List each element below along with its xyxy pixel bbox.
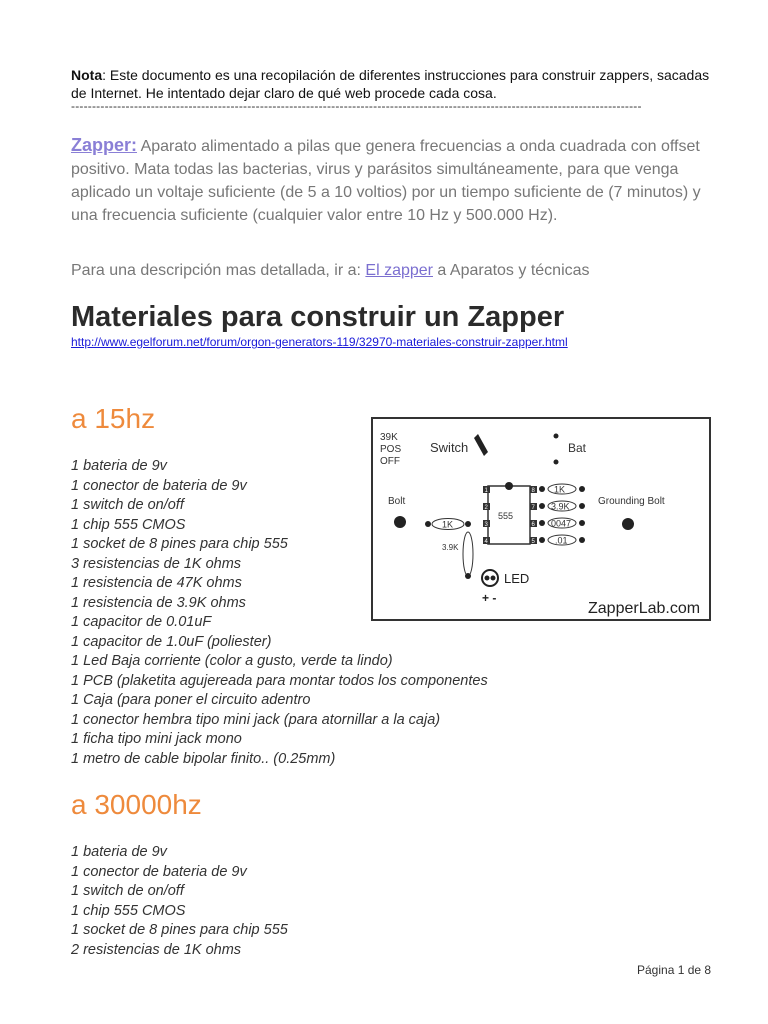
label-pos: POS [380,444,402,455]
led-icon [482,570,498,586]
list-item: 1 conector hembra tipo mini jack (para atornillar a la caja) [71,711,441,728]
list-item: 1 Caja (para poner el circuito adentro [71,692,311,708]
svg-text:.01: .01 [555,535,568,546]
label-bolt: Bolt [388,496,406,507]
list-item: 1 conector de bateria de 9v [71,863,247,880]
list-item: 1 switch de on/off [71,497,184,513]
page-number: Página 1 de 8 [637,963,712,977]
list-item: 3 resistencias de 1K ohms [71,555,242,572]
label-off: OFF [380,456,400,467]
note-label: Nota [71,67,103,83]
brand-label: ZapperLab.com [588,600,701,617]
el-zapper-link[interactable]: El zapper [365,262,433,279]
list-item: 1 resistencia de 47K ohms [71,575,242,591]
intro-text: Aparato alimentado a pilas que genera frecuencias a onda cuadrada con offset positivo. Mata todas las bacterias, virus y parásitos simultáneamente, para que venga aplicado un voltaje suficiente (de 5 a 10 voltios) por un tiempo suficiente de (7 minutos) y una frecuencia suficiente (cualquier valor entre 10 Hz y 500.000 Hz). [71,138,701,224]
svg-text:8: 8 [531,488,535,494]
svg-text:6: 6 [531,522,535,528]
list-item: 1 bateria de 9v [71,844,167,860]
list-item: 1 socket de 8 pines para chip 555 [71,922,288,938]
separator-line: ---------------------------------------------------------------------------------------------------------------------------------------- [71,99,642,113]
label-polarity: + - [482,591,497,605]
svg-text:7: 7 [531,505,535,511]
list-item: 1 capacitor de 1.0uF (poliester) [71,633,272,650]
description-prefix: Para una descripción mas detallada, ir a: [71,262,366,279]
svg-text:3.9K: 3.9K [442,543,459,552]
svg-text:2: 2 [484,505,488,511]
list-item: 1 metro de cable bipolar finito.. (0.25mm) [71,750,336,767]
list-item: 1 chip 555 CMOS [71,902,186,919]
list-item: 1 chip 555 CMOS [71,516,186,533]
materials-list-30000hz [71,843,288,960]
list-item: 1 switch de on/off [71,883,184,899]
zapper-term: Zapper: [71,135,138,155]
label-grounding-bolt: Grounding Bolt [598,496,665,507]
note-text: : Este documento es una recopilación de diferentes instrucciones para construir zappers, sacadas de Internet. He intentado dejar claro de qué web procede cada cosa. [71,67,710,101]
intro-paragraph [71,134,711,227]
bat-pin-top [554,434,559,439]
main-title: Materiales para construir un Zapper [71,301,565,333]
description-line [71,261,590,281]
list-item: 1 capacitor de 0.01uF [71,614,212,630]
label-chip-555: 555 [498,511,514,521]
svg-text:3.9K: 3.9K [551,501,570,512]
list-item: 1 ficha tipo mini jack mono [71,731,242,747]
label-led: LED [504,571,530,586]
label-39k: 39K [380,432,398,443]
svg-text:1K: 1K [554,484,566,495]
svg-text:0047: 0047 [551,518,572,529]
svg-text:3: 3 [484,522,488,528]
section-heading-30000hz: a 30000hz [71,789,202,820]
note-paragraph [71,66,721,102]
source-url-link[interactable]: http://www.egelforum.net/forum/orgon-generators-119/32970-materiales-construir-zapper.html [71,335,568,349]
list-item: 1 resistencia de 3.9K ohms [71,594,246,611]
label-bat: Bat [568,441,587,455]
grounding-bolt-icon [622,518,634,530]
label-switch: Switch [430,440,469,455]
list-item: 1 PCB (plaketita agujereada para montar todos los componentes [71,672,488,689]
svg-text:4: 4 [484,539,488,545]
zapper-circuit-diagram [370,416,714,624]
description-suffix: a Aparatos y técnicas [432,262,590,279]
board-outline [372,418,710,620]
chip-notch [505,482,513,490]
list-item: 1 Led Baja corriente (color a gusto, verde ta lindo) [71,653,393,669]
list-item: 1 socket de 8 pines para chip 555 [71,536,288,552]
svg-text:1: 1 [484,488,488,494]
bat-pin-bottom [554,460,559,465]
section-heading-15hz: a 15hz [71,403,156,434]
list-item: 2 resistencias de 1K ohms [71,941,242,958]
bolt-icon [394,516,406,528]
svg-text:1K: 1K [442,519,454,530]
svg-text:5: 5 [531,539,535,545]
list-item: 1 bateria de 9v [71,458,167,474]
list-item: 1 conector de bateria de 9v [71,477,247,494]
